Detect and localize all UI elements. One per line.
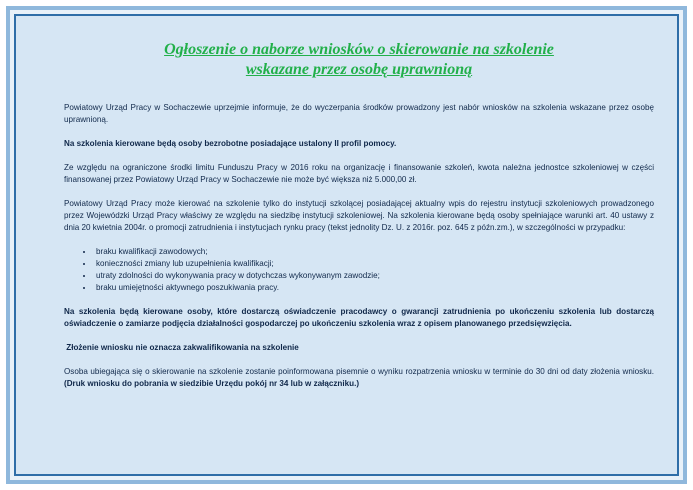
list-item: • konieczności zmiany lub uzupełnienia kwalifikacji; — [94, 258, 654, 270]
page-inner-frame — [14, 14, 679, 476]
training-institution-paragraph: Powiatowy Urząd Pracy może kierować na szkolenie tylko do instytucji szkolącej posiadającej aktualny wpis do rejestru instytucji szkoleniowych prowadzonego przez Wojewódzki Urząd Pracy właściwy ze względu na siedzibę instytucji szkoleniowej. Na szkolenia kierowane będą osoby spełniające warunki art. 40 ustawy z dnia 20 kwietnia 2004r. o promocji zatrudnienia i instytucjach rynku pracy (tekst jednolity Dz. U. z 2016r. poz. 645 z późn.zm.), w szczególności w przypadku: — [64, 199, 654, 232]
announcement-title — [64, 40, 654, 80]
announcement-content — [64, 40, 654, 402]
list-item: • utraty zdolności do wykonywania pracy w dotychczas wykonywanym zawodzie; — [94, 270, 654, 282]
funding-limit-paragraph: Ze względu na ograniczone środki limitu Funduszu Pracy w 2016 roku na organizację i finansowanie szkoleń, kwota należna jednostce szkoleniowej w części finansowanej przez Powiatowy Urząd Pracy w Sochaczewie nie może być większa niż 5.000,00 zł. — [64, 163, 654, 184]
notification-text: Osoba ubiegająca się o skierowanie na szkolenie zostanie poinformowana pisemnie o wyniku rozpatrzenia wniosku w terminie do 30 dni od daty złożenia wniosku. — [64, 367, 654, 376]
no-qualification-guarantee-paragraph: Złożenie wniosku nie oznacza zakwalifikowania na szkolenie — [64, 343, 299, 352]
intro-paragraph: Powiatowy Urząd Pracy w Sochaczewie uprzejmie informuje, że do wyczerpania środków prowadzony jest nabór wniosków na szkolenia wskazane przez osobę uprawnioną. — [64, 103, 654, 124]
title-line-1: Ogłoszenie o naborze wniosków o skierowanie na szkolenie — [164, 41, 554, 58]
page-outer-frame — [6, 6, 687, 484]
title-line-2: wskazane przez osobę uprawnioną — [245, 61, 473, 78]
list-item: • braku kwalifikacji zawodowych; — [94, 246, 654, 258]
eligibility-paragraph: Na szkolenia kierowane będą osoby bezrobotne posiadające ustalony II profil pomocy. — [64, 139, 397, 148]
conditions-list — [64, 246, 654, 294]
application-form-note: (Druk wniosku do pobrania w siedzibie Urzędu pokój nr 34 lub w załączniku.) — [64, 379, 360, 388]
notification-paragraph — [64, 366, 654, 390]
employer-declaration-paragraph: Na szkolenia będą kierowane osoby, które dostarczą oświadczenie pracodawcy o gwarancji zatrudnienia po ukończeniu szkolenia lub dostarczą oświadczenie o zamiarze podjęcia działalności gospodarczej po ukończeniu szkolenia wraz z opisem planowanego przedsięwzięcia. — [64, 307, 654, 328]
list-item: • braku umiejętności aktywnego poszukiwania pracy. — [94, 282, 654, 294]
